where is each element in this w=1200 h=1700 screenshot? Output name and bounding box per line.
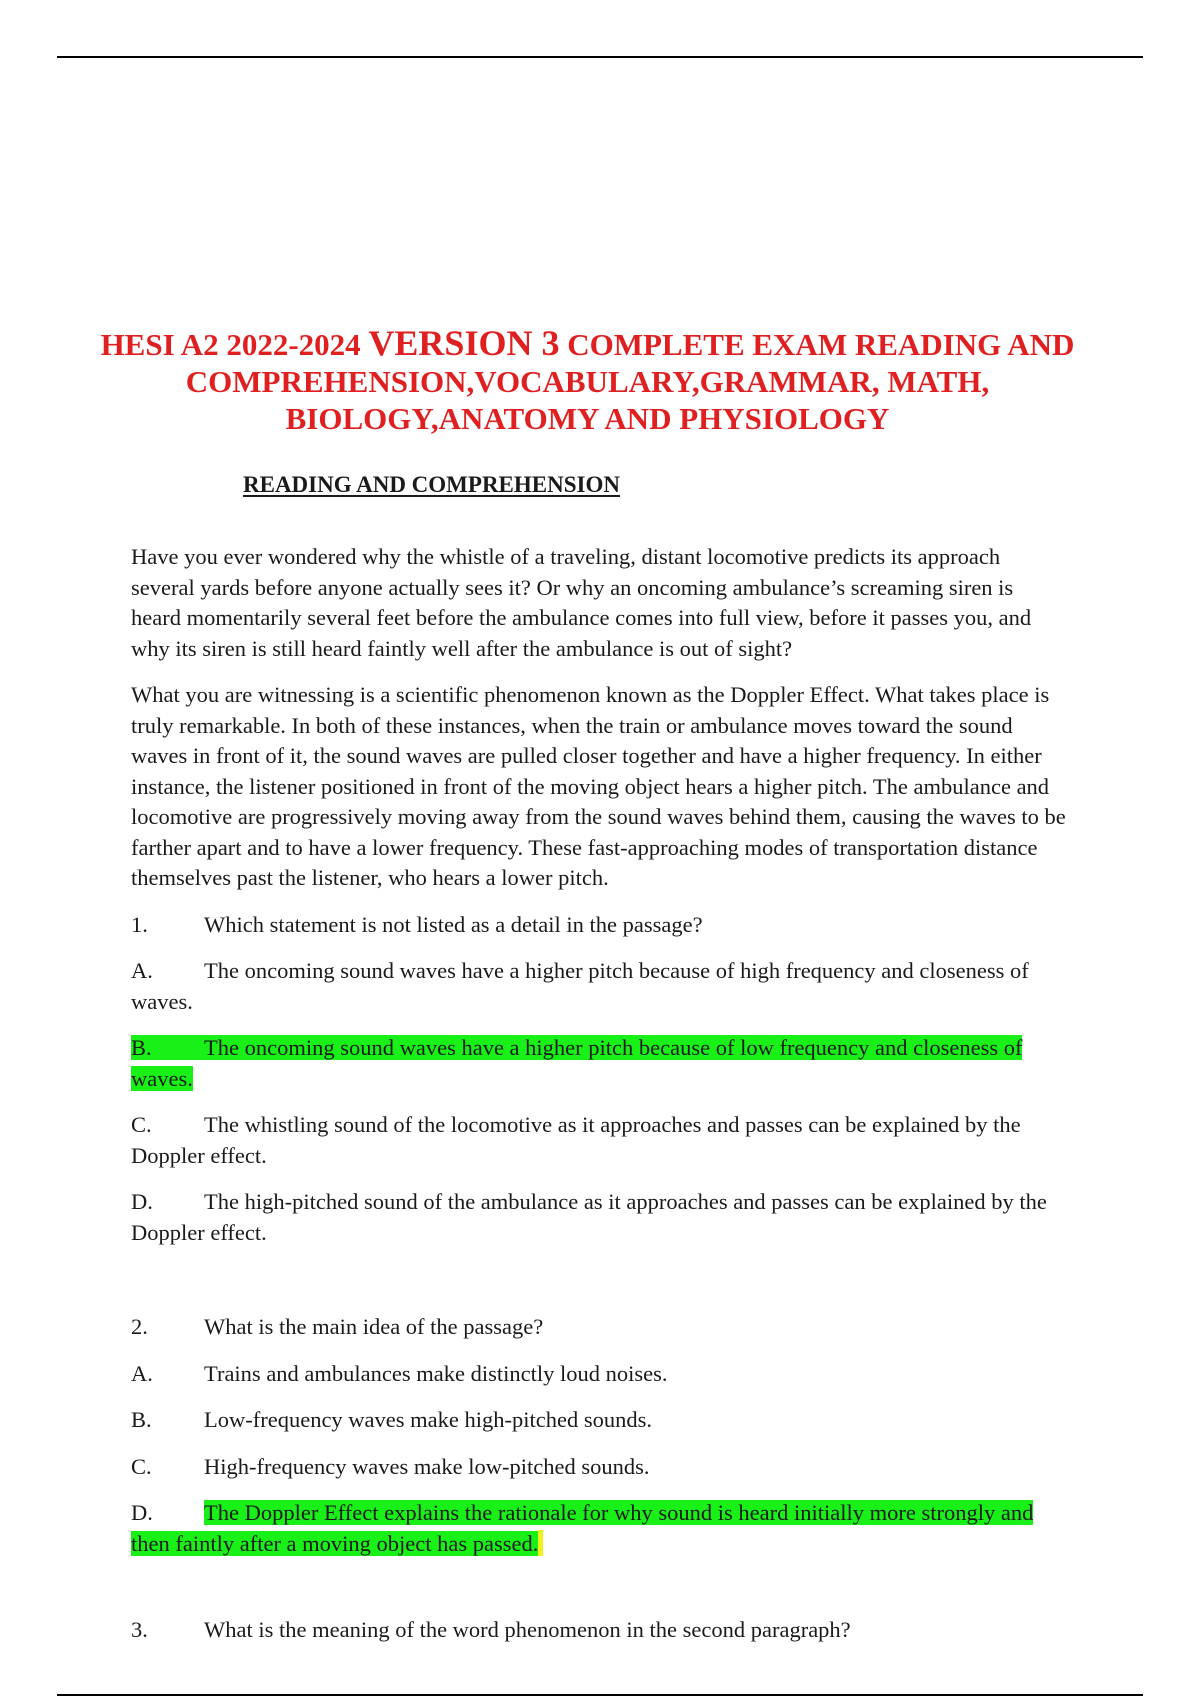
question-1-option-d [131,1187,1068,1248]
option-text: The oncoming sound waves have a higher pitch because of high frequency and closeness of waves. [131,958,1029,1014]
question-3-number: 3. [131,1617,148,1642]
option-letter: A. [131,958,153,983]
option-letter: D. [131,1500,153,1525]
option-letter: C. [131,1112,152,1137]
question-2-option-d-answer [131,1498,1068,1559]
passage-paragraph-2: What you are witnessing is a scientific phenomenon known as the Doppler Effect. What takes place is truly remarkable. In both of these instances, when the train or ambulance moves toward the sound waves in front of it, the sound waves are pulled closer together and have a higher frequency. In either instance, the listener positioned in front of the moving object hears a higher pitch. The ambulance and locomotive are progressively moving away from the sound waves behind them, causing the waves to be farther apart and to have a lower frequency. These fast-approaching modes of transportation distance themselves past the listener, who hears a lower pitch. [131,682,1066,890]
option-text: The oncoming sound waves have a higher pitch because of low frequency and closeness of waves. [131,1035,1023,1091]
option-letter: A. [131,1360,153,1386]
title-part-3: COMPLETE EXAM READING AND COMPREHENSION,VOCABULARY,GRAMMAR, MATH, BIOLOGY,ANATOMY AND PHYSIOLOGY [185,327,1075,436]
question-2 [131,1312,1068,1343]
top-rule [57,56,1143,58]
question-1-option-a [131,956,1068,1017]
question-3 [131,1615,1068,1646]
document-body [131,542,1068,1662]
document-title [80,325,1095,437]
question-2-option-a [131,1359,1068,1390]
title-part-2: VERSION 3 [368,323,560,363]
question-3-text: What is the meaning of the word phenomenon in the second paragraph? [204,1617,851,1642]
question-1-text: Which statement is not listed as a detail in the passage? [204,911,703,937]
question-1 [131,910,1068,941]
option-letter: C. [131,1453,152,1479]
option-text: High-frequency waves make low-pitched sounds. [204,1453,650,1479]
bottom-rule [57,1694,1143,1696]
passage-paragraph-1: Have you ever wondered why the whistle of a traveling, distant locomotive predicts its approach several yards before anyone actually sees it? Or why an oncoming ambulance’s screaming siren is heard momentarily several feet before the ambulance comes into full view, before it passes you, and why its siren is still heard faintly well after the ambulance is out of sight? [131,544,1032,661]
option-letter: B. [131,1407,152,1432]
option-text: The Doppler Effect explains the rationale for why sound is heard initially more strongly and then faintly after a moving object has passed. [131,1500,1034,1556]
spacer [131,1575,1068,1615]
question-1-option-c [131,1110,1068,1171]
option-text: The high-pitched sound of the ambulance as it approaches and passes can be explained by the Doppler effect. [131,1189,1047,1245]
option-text: Low-frequency waves make high-pitched sounds. [204,1407,652,1432]
option-text: Trains and ambulances make distinctly loud noises. [204,1360,668,1386]
option-text: The whistling sound of the locomotive as it approaches and passes can be explained by the Doppler effect. [131,1112,1021,1168]
title-part-1: HESI A2 2022-2024 [100,327,369,362]
question-1-number: 1. [131,911,148,937]
question-2-number: 2. [131,1314,148,1339]
highlight-end-mark [538,1530,543,1556]
question-2-option-b [131,1405,1068,1436]
question-2-option-c [131,1452,1068,1483]
option-letter: B. [131,1035,152,1060]
spacer [131,1264,1068,1312]
section-heading: READING AND COMPREHENSION [243,472,620,497]
question-1-option-b-answer [131,1033,1068,1094]
option-letter: D. [131,1189,153,1214]
question-2-text: What is the main idea of the passage? [204,1314,544,1339]
